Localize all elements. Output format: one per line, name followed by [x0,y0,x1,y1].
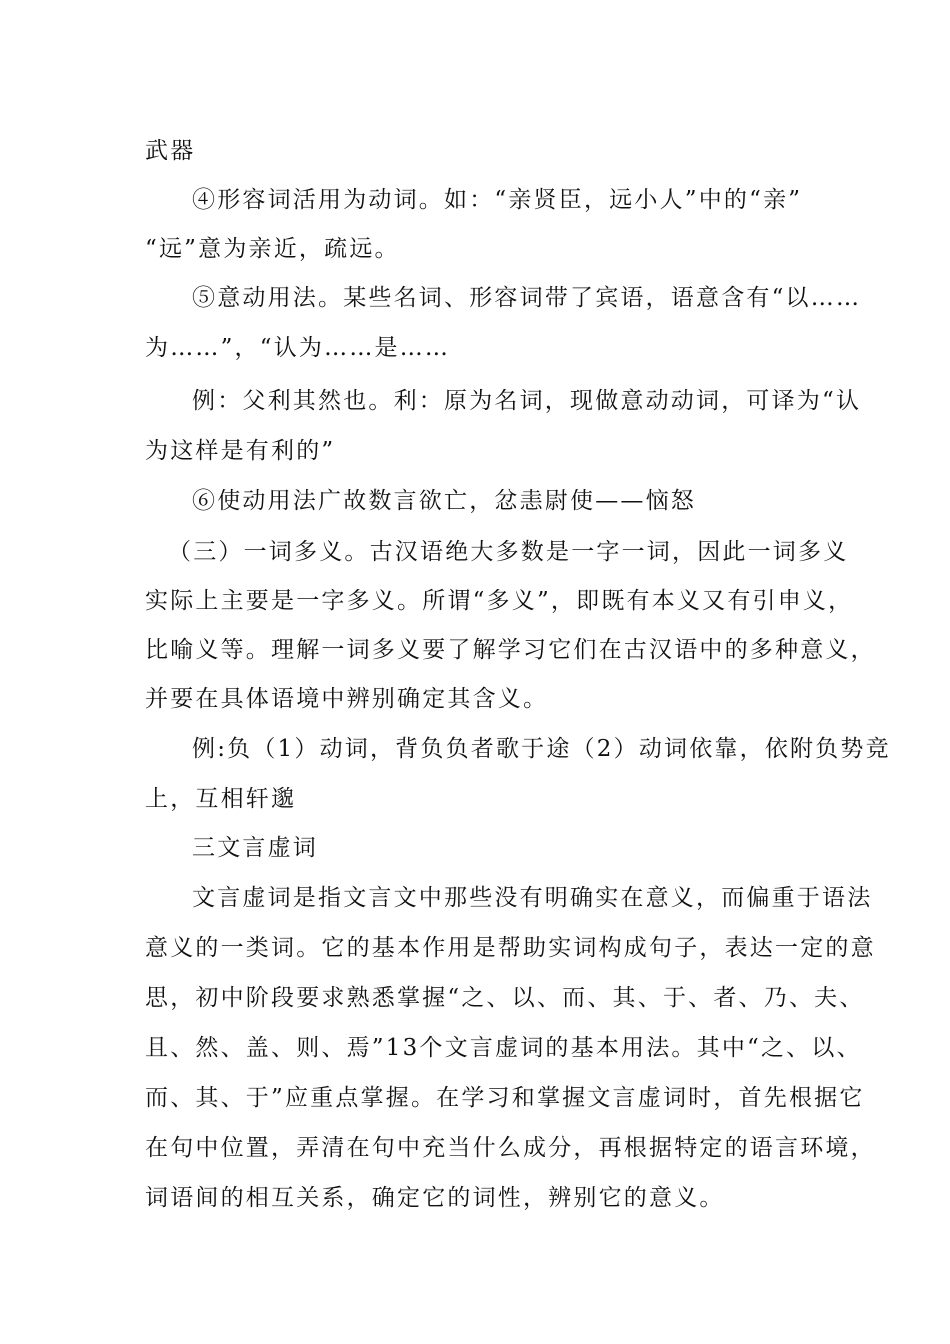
text-line: ⑤意动用法。某些名词、形容词带了宾语，语意含有“以…… [192,285,862,311]
text-line: 为这样是有利的” [145,438,336,464]
section-heading: 三文言虚词 [192,835,318,861]
text-line: 实际上主要是一字多义。所谓“多义”，即既有本义又有引申义， [145,588,854,614]
text-line: 为……”，“认为……是…… [145,335,451,361]
text-line: 意义的一类词。它的基本作用是帮助实词构成句子，表达一定的意 [145,935,876,961]
text-line: “远”意为亲近，疏远。 [145,236,400,262]
text-line: 而、其、于”应重点掌握。在学习和掌握文言虚词时，首先根据它 [145,1085,865,1111]
text-line: 上，互相轩邈 [145,786,297,812]
text-line: 例：父利其然也。利：原为名词，现做意动动词，可译为“认 [192,388,862,414]
text-line: 并要在具体语境中辨别确定其含义。 [145,686,549,712]
text-line: （三）一词多义。古汉语绝大多数是一字一词，因此一词多义 [168,539,849,565]
text-line: ④形容词活用为动词。如：“亲贤臣，远小人”中的“亲” [192,187,803,213]
text-line: 比喻义等。理解一词多义要了解学习它们在古汉语中的多种意义， [145,637,876,663]
text-line: 词语间的相互关系，确定它的词性，辨别它的意义。 [145,1185,725,1211]
text-line: 文言虚词是指文言文中那些没有明确实在意义，而偏重于语法 [192,885,873,911]
text-line: 且、然、盖、则、焉”13个文言虚词的基本用法。其中“之、以、 [145,1035,862,1061]
text-line: ⑥使动用法广故数言欲亡，忿恚尉使——恼怒 [192,488,696,514]
text-line: 在句中位置，弄清在句中充当什么成分，再根据特定的语言环境， [145,1135,876,1161]
text-line: 思，初中阶段要求熟悉掌握“之、以、而、其、于、者、乃、夫、 [145,985,865,1011]
text-line: 例:负（1）动词，背负负者歌于途（2）动词依靠，依附负势竞 [192,736,891,762]
text-line: 武器 [145,138,196,164]
